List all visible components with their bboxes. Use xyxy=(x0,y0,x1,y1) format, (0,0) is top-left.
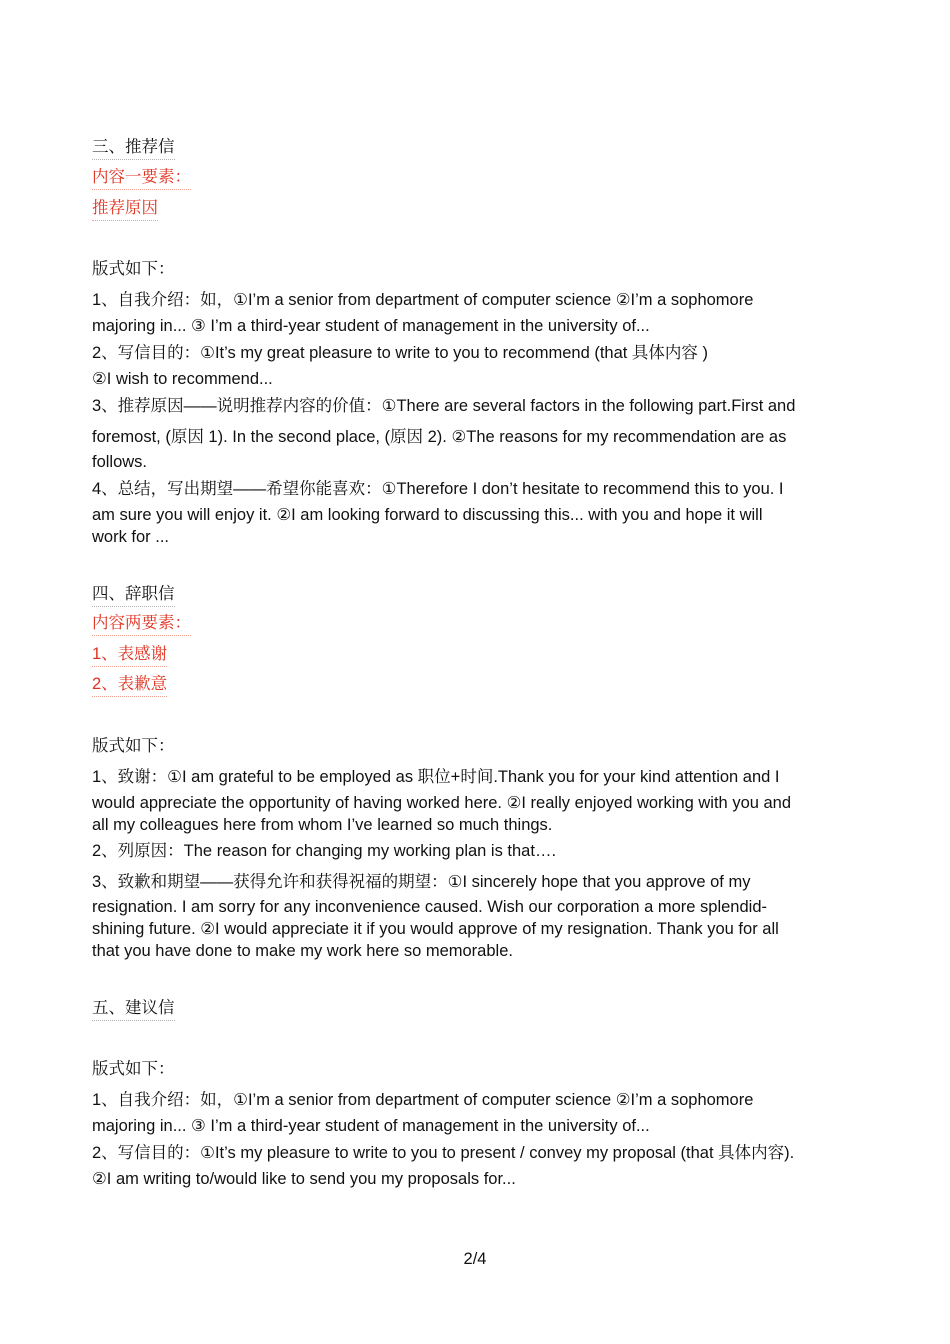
content-elements-label xyxy=(92,166,862,190)
section-title-text: 四、辞职信 xyxy=(92,583,175,607)
body-line: foremost, (原因 1). In the second place, (原因 2). ②The reasons for my recommendation are as xyxy=(92,428,787,446)
section-title-recommendation xyxy=(92,136,862,160)
section-title-text: 五、建议信 xyxy=(92,997,175,1021)
body-line: 1、自我介绍：如，①I’m a senior from department of computer science ②I’m a sophomore xyxy=(92,291,754,309)
section-title-resignation xyxy=(92,583,862,607)
body-line: 2、列原因：The reason for changing my working plan is that…. xyxy=(92,842,557,860)
page-number: 2/4 xyxy=(463,1250,487,1268)
content-label-text: 内容两要素： xyxy=(92,612,191,636)
body-line: ②I am writing to/would like to send you my proposals for... xyxy=(92,1170,516,1188)
format-label: 版式如下： xyxy=(92,737,175,755)
body-line: 2、写信目的：①It’s my pleasure to write to you to present / convey my proposal (that 具体内容). xyxy=(92,1144,795,1162)
body-line: am sure you will enjoy it. ②I am looking forward to discussing this... with you and hope it will xyxy=(92,506,763,524)
content-element-item xyxy=(92,643,862,667)
content-item-text: 1、表感谢 xyxy=(92,643,167,667)
body-line: 1、致谢：①I am grateful to be employed as 职位+时间.Thank you for your kind attention and I xyxy=(92,768,780,786)
body-line: 4、总结，写出期望——希望你能喜欢：①Therefore I don’t hesitate to recommend this to you. I xyxy=(92,480,784,498)
body-line: resignation. I am sorry for any inconvenience caused. Wish our corporation a more splendid- xyxy=(92,898,768,916)
content-element-item xyxy=(92,673,862,697)
content-item-text: 推荐原因 xyxy=(92,197,158,221)
body-line: 2、写信目的：①It’s my great pleasure to write to you to recommend (that 具体内容 ) xyxy=(92,344,709,362)
section-title-proposal xyxy=(92,997,862,1021)
format-label: 版式如下： xyxy=(92,260,175,278)
body-line: majoring in... ③ I’m a third-year student of management in the university of... xyxy=(92,317,650,335)
section-title-text: 三、推荐信 xyxy=(92,136,175,160)
content-item-text: 2、表歉意 xyxy=(92,673,167,697)
content-label-text: 内容一要素： xyxy=(92,166,191,190)
body-line: all my colleagues here from whom I’ve learned so much things. xyxy=(92,816,553,834)
body-line: ②I wish to recommend... xyxy=(92,370,273,388)
body-line: 1、自我介绍：如，①I’m a senior from department of computer science ②I’m a sophomore xyxy=(92,1091,754,1109)
body-line: work for ... xyxy=(92,528,170,546)
body-line: would appreciate the opportunity of having worked here. ②I really enjoyed working with you and xyxy=(92,794,792,812)
body-line: that you have done to make my work here so memorable. xyxy=(92,942,513,960)
body-line: 3、致歉和期望——获得允许和获得祝福的期望：①I sincerely hope that you approve of my xyxy=(92,873,751,891)
body-line: follows. xyxy=(92,453,148,471)
body-line: 3、推荐原因——说明推荐内容的价值：①There are several factors in the following part.First and xyxy=(92,397,796,415)
body-line: majoring in... ③ I’m a third-year student of management in the university of... xyxy=(92,1117,650,1135)
format-label: 版式如下： xyxy=(92,1060,175,1078)
content-element-item xyxy=(92,197,862,221)
body-line: shining future. ②I would appreciate it if you would approve of my resignation. Thank you for all xyxy=(92,920,779,938)
content-elements-label xyxy=(92,612,862,636)
